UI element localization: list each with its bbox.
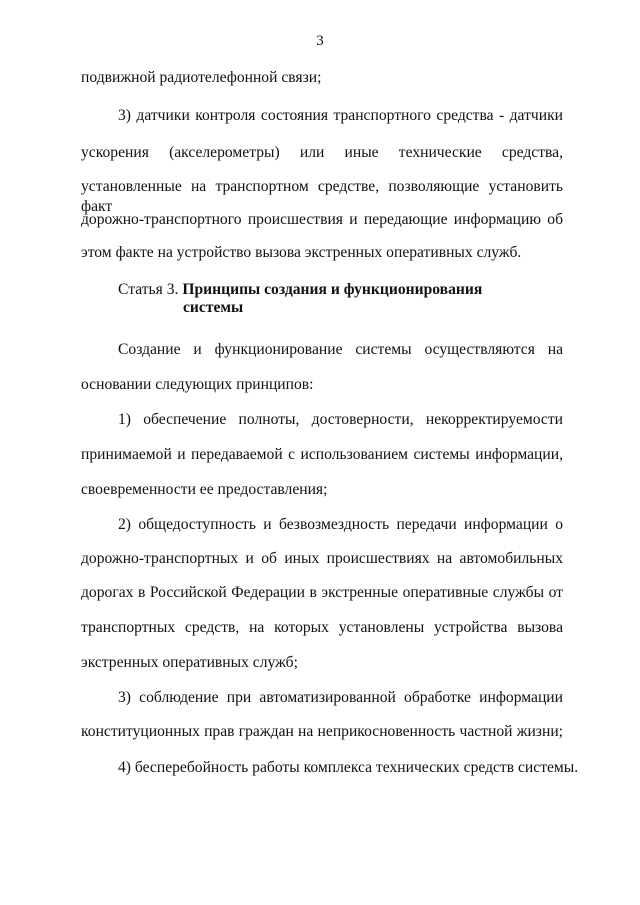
text-line: экстренных оперативных служб;: [81, 654, 298, 671]
page-number: 3: [316, 33, 324, 49]
text-line: своевременности ее предоставления;: [81, 481, 328, 498]
text-line: подвижной радиотелефонной связи;: [81, 69, 322, 86]
text-line: 1) обеспечение полноты, достоверности, некорректируемости: [118, 411, 563, 428]
text-line: 2) общедоступность и безвозмездность передачи информации о: [118, 516, 563, 533]
text-line: 3) датчики контроля состояния транспортного средства - датчики: [118, 107, 563, 124]
article-title-continued: системы: [183, 299, 244, 316]
text-line: установленные на транспортном средстве, позволяющие установить факт: [81, 178, 563, 215]
text-line: принимаемой и передаваемой с использованием системы информации,: [81, 446, 563, 463]
text-line: 4) бесперебойность работы комплекса технических средств системы.: [118, 759, 579, 776]
text-line: 3) соблюдение при автоматизированной обработке информации: [118, 689, 563, 706]
text-line: основании следующих принципов:: [81, 376, 314, 393]
text-line: Создание и функционирование системы осуществляются на: [118, 341, 563, 358]
text-line: ускорения (акселерометры) или иные технические средства,: [81, 144, 563, 161]
text-line: дорожно-транспортного происшествия и передающие информацию об: [81, 211, 563, 228]
article-heading: [118, 281, 482, 299]
text-line: транспортных средств, на которых установлены устройства вызова: [81, 619, 563, 636]
article-number: Статья 3.: [118, 281, 179, 298]
text-line: конституционных прав граждан на неприкосновенность частной жизни;: [81, 723, 563, 740]
text-line: этом факте на устройство вызова экстренных оперативных служб.: [81, 244, 522, 261]
text-line: дорогах в Российской Федерации в экстренные оперативные службы от: [81, 584, 563, 601]
text-line: дорожно-транспортных и об иных происшествиях на автомобильных: [81, 550, 563, 567]
article-title: Принципы создания и функционирования: [182, 281, 483, 298]
